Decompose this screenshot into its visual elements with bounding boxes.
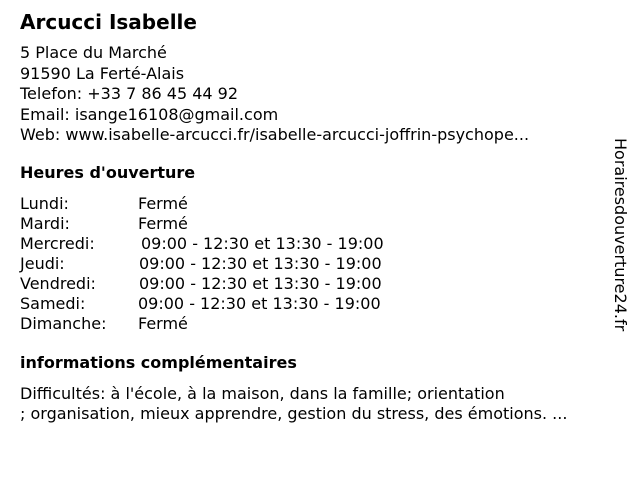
opening-hours-heading: Heures d'ouverture xyxy=(20,163,196,182)
additional-info-heading: informations complémentaires xyxy=(20,353,297,372)
additional-info-text xyxy=(20,384,567,424)
brand-text: Horairesdouverture24.fr xyxy=(611,138,630,332)
email-line: Email: isange16108@gmail.com xyxy=(20,104,279,124)
day-label: Jeudi: xyxy=(20,254,65,273)
day-label: Lundi: xyxy=(20,194,69,213)
web-line: Web: www.isabelle-arcucci.fr/isabelle-arcucci-joffrin-psychope... xyxy=(20,125,530,144)
hours-value: Fermé xyxy=(138,194,188,213)
info-line: ; organisation, mieux apprendre, gestion du stress, des émotions. ... xyxy=(20,404,568,423)
address-street: 5 Place du Marché xyxy=(20,43,167,62)
address-block xyxy=(20,43,529,146)
business-name: Arcucci Isabelle xyxy=(20,10,197,34)
hours-value: 09:00 - 12:30 et 13:30 - 19:00 xyxy=(139,254,382,273)
day-label: Vendredi: xyxy=(20,274,96,293)
info-line: Difficultés: à l'école, à la maison, dans la famille; orientation xyxy=(20,384,505,403)
day-label: Mercredi: xyxy=(20,234,95,253)
hours-value: 09:00 - 12:30 et 13:30 - 19:00 xyxy=(138,294,381,313)
day-label: Samedi: xyxy=(20,294,86,313)
phone-line: Telefon: +33 7 86 45 44 92 xyxy=(20,84,239,103)
brand-watermark xyxy=(602,138,638,378)
address-city: 91590 La Ferté-Alais xyxy=(20,63,185,83)
hours-value: 09:00 - 12:30 et 13:30 - 19:00 xyxy=(141,234,384,253)
hours-value: Fermé xyxy=(138,314,188,333)
hours-value: Fermé xyxy=(138,214,188,233)
day-label: Mardi: xyxy=(20,214,70,233)
hours-value: 09:00 - 12:30 et 13:30 - 19:00 xyxy=(139,274,382,293)
day-label: Dimanche: xyxy=(20,314,107,333)
